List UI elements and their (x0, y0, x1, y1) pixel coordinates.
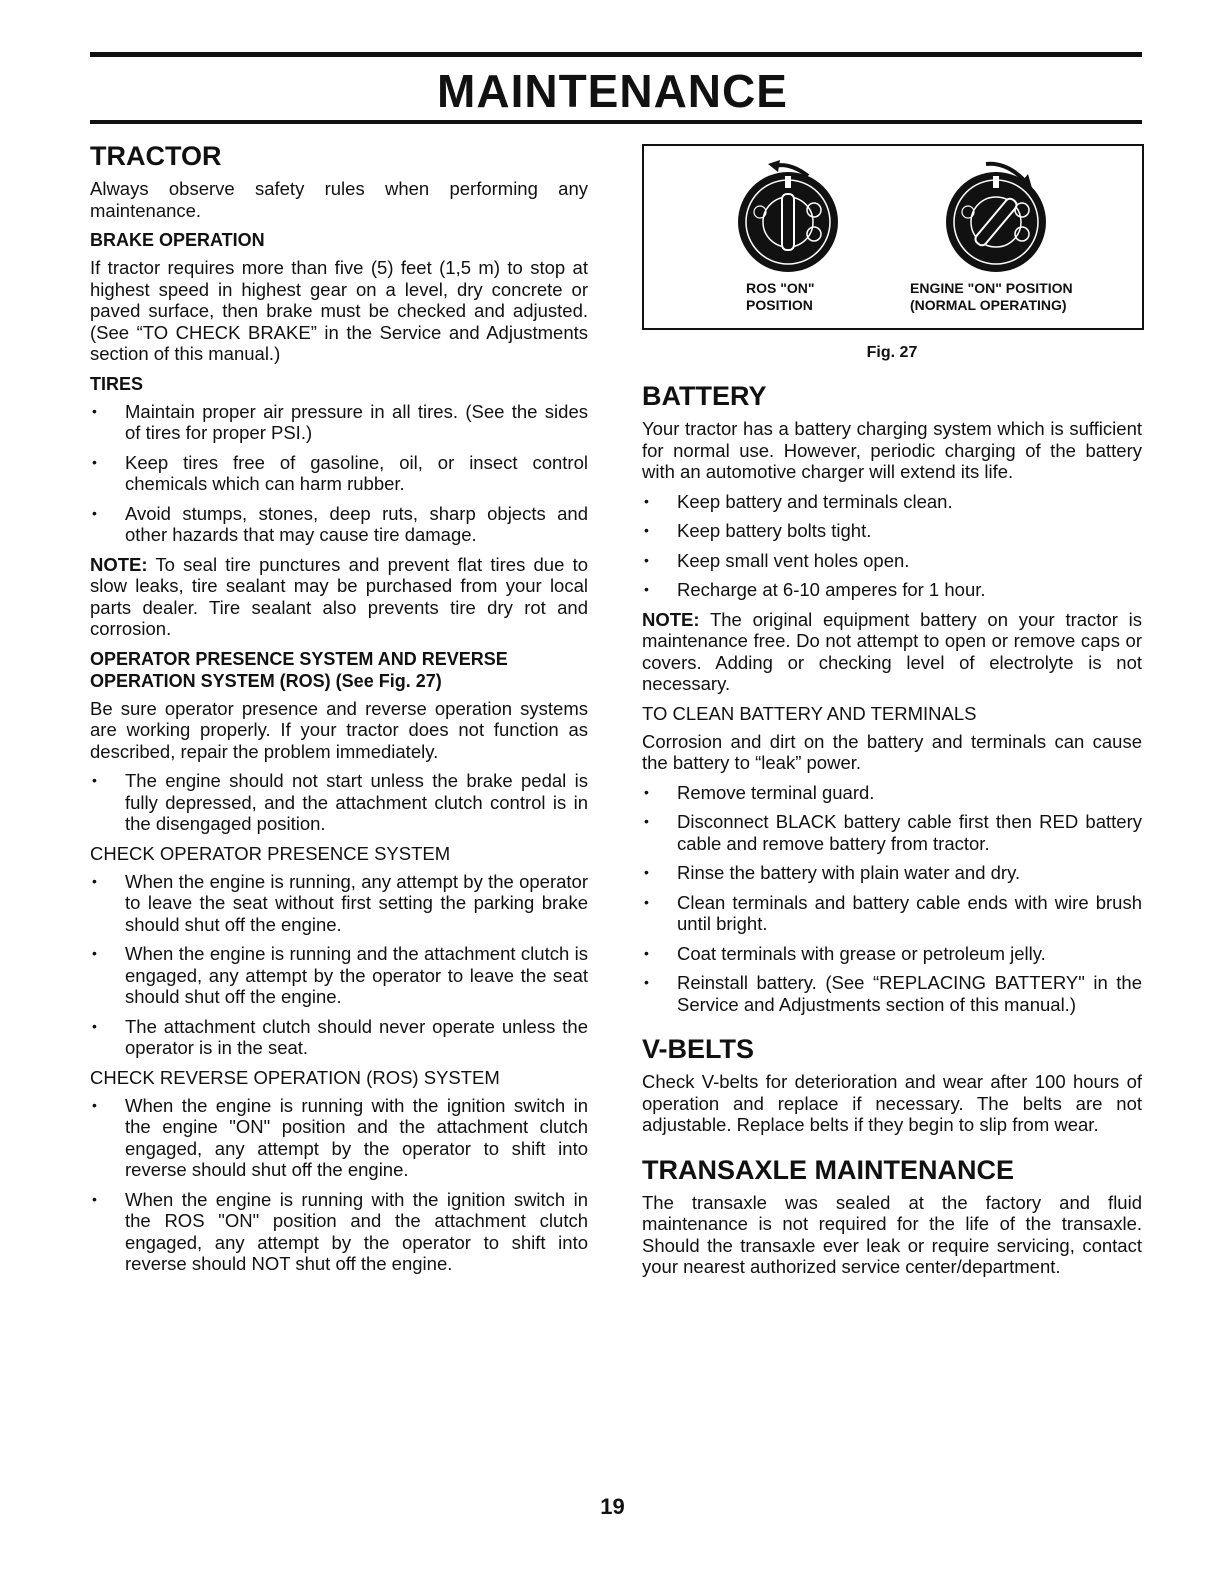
caption-line: (NORMAL OPERATING) (910, 297, 1067, 313)
tractor-intro: Always observe safety rules when performing any maintenance. (90, 178, 588, 221)
list-item: • Keep small vent holes open. (642, 550, 1142, 572)
caption-line: ROS "ON" (746, 280, 815, 296)
list-item: • When the engine is running, any attempt by the operator to leave the seat without first setting the parking brake should shut off the engine. (90, 871, 588, 936)
list-item: • The engine should not start unless the brake pedal is fully depressed, and the attachment clutch control is in the disengaged position. (90, 770, 588, 835)
ignition-switch-ros-icon (728, 160, 848, 278)
figure-caption-engine (910, 280, 1073, 314)
page-title: MAINTENANCE (437, 65, 788, 117)
tires-note (90, 554, 588, 640)
note-label: NOTE: (90, 553, 148, 575)
list-item: • When the engine is running with the ignition switch in the ROS "ON" position and the attachment clutch engaged, any attempt by the operator to shift into reverse should NOT shut off the engine. (90, 1189, 588, 1275)
list-item: • Remove terminal guard. (642, 782, 1142, 804)
list-item: • Recharge at 6-10 amperes for 1 hour. (642, 579, 1142, 601)
list-item: • Avoid stumps, stones, deep ruts, sharp objects and other hazards that may cause tire damage. (90, 503, 588, 546)
right-column (642, 140, 1142, 1286)
clean-intro: Corrosion and dirt on the battery and terminals can cause the battery to “leak” power. (642, 730, 1142, 773)
figure-box (642, 144, 1144, 330)
ops-heading: OPERATOR PRESENCE SYSTEM AND REVERSE OPERATION SYSTEM (ROS) (See Fig. 27) (90, 648, 508, 691)
battery-note (642, 609, 1142, 695)
brake-text: If tractor requires more than five (5) feet (1,5 m) to stop at highest speed in highest gear on a level, dry concrete or paved surface, then brake must be checked and adjusted. (See “TO CHECK BRAKE” in the Service and Adjustments section of this manual.) (90, 257, 588, 364)
tires-list (90, 401, 588, 546)
figure-caption-ros (746, 280, 815, 314)
check-ros-heading: CHECK REVERSE OPERATION (ROS) SYSTEM (90, 1066, 500, 1088)
list-item: • Reinstall battery. (See “REPLACING BATTERY" in the Service and Adjustments section of this manual.) (642, 972, 1142, 1015)
list-item: • Keep battery and terminals clean. (642, 491, 1142, 513)
list-item: • Keep battery bolts tight. (642, 520, 1142, 542)
list-item: • Disconnect BLACK battery cable first then RED battery cable and remove battery from tractor. (642, 811, 1142, 854)
top-rule (90, 52, 1142, 57)
figure-label: Fig. 27 (866, 344, 918, 361)
check-ops-heading: CHECK OPERATOR PRESENCE SYSTEM (90, 842, 451, 864)
caption-line: POSITION (746, 297, 813, 313)
clean-battery-heading: TO CLEAN BATTERY AND TERMINALS (642, 702, 977, 724)
battery-list (642, 491, 1142, 601)
list-item: • Clean terminals and battery cable ends with wire brush until bright. (642, 892, 1142, 935)
battery-intro: Your tractor has a battery charging system which is sufficient for normal use. However, periodic charging of the battery with an automotive charger will extend its life. (642, 418, 1142, 482)
tractor-heading: TRACTOR (90, 141, 222, 171)
vbelts-heading: V-BELTS (642, 1034, 755, 1064)
note-label: NOTE: (642, 608, 700, 630)
transaxle-text: The transaxle was sealed at the factory and fluid maintenance is not required for the life of the transaxle. Should the transaxle ever leak or require servicing, contact your nearest authorized service center/department. (642, 1191, 1142, 1277)
brake-heading: BRAKE OPERATION (90, 230, 265, 250)
list-item: • Keep tires free of gasoline, oil, or insect control chemicals which can harm rubber. (90, 452, 588, 495)
list-item: • Coat terminals with grease or petroleum jelly. (642, 943, 1142, 965)
list-item: • When the engine is running and the attachment clutch is engaged, any attempt by the operator to leave the seat should shut off the engine. (90, 943, 588, 1008)
note-text: To seal tire punctures and prevent flat tires due to slow leaks, tire sealant may be purchased from your local parts dealer. Tire sealant also prevents tire dry rot and corrosion. (90, 553, 588, 639)
note-text: The original equipment battery on your tractor is maintenance free. Do not attempt to open or remove caps or covers. Adding or checking level of electrolyte is not necessary. (642, 608, 1142, 694)
check-ops-list (90, 871, 588, 1059)
ops-text: Be sure operator presence and reverse operation systems are working properly. If your tractor does not function as described, repair the problem immediately. (90, 697, 588, 762)
page-number: 19 (600, 1494, 625, 1519)
transaxle-heading: TRANSAXLE MAINTENANCE (642, 1154, 1015, 1185)
clean-list (642, 782, 1142, 1016)
battery-heading: BATTERY (642, 381, 767, 411)
caption-line: ENGINE "ON" POSITION (910, 280, 1073, 296)
ops-list (90, 770, 588, 835)
tires-heading: TIRES (90, 373, 144, 394)
list-item: • When the engine is running with the ignition switch in the engine "ON" position and the attachment clutch engaged, any attempt by the operator to shift into reverse should shut off the engine. (90, 1095, 588, 1181)
list-item: • The attachment clutch should never operate unless the operator is in the seat. (90, 1016, 588, 1059)
check-ros-list (90, 1095, 588, 1275)
vbelts-text: Check V-belts for deterioration and wear after 100 hours of operation and replace if necessary. The belts are not adjustable. Replace belts if they begin to slip from wear. (642, 1071, 1142, 1135)
ignition-switch-engine-icon (936, 160, 1056, 278)
title-rule (90, 120, 1142, 124)
list-item: • Maintain proper air pressure in all tires. (See the sides of tires for proper PSI.) (90, 401, 588, 444)
list-item: • Rinse the battery with plain water and dry. (642, 862, 1142, 884)
left-column (90, 140, 588, 1283)
